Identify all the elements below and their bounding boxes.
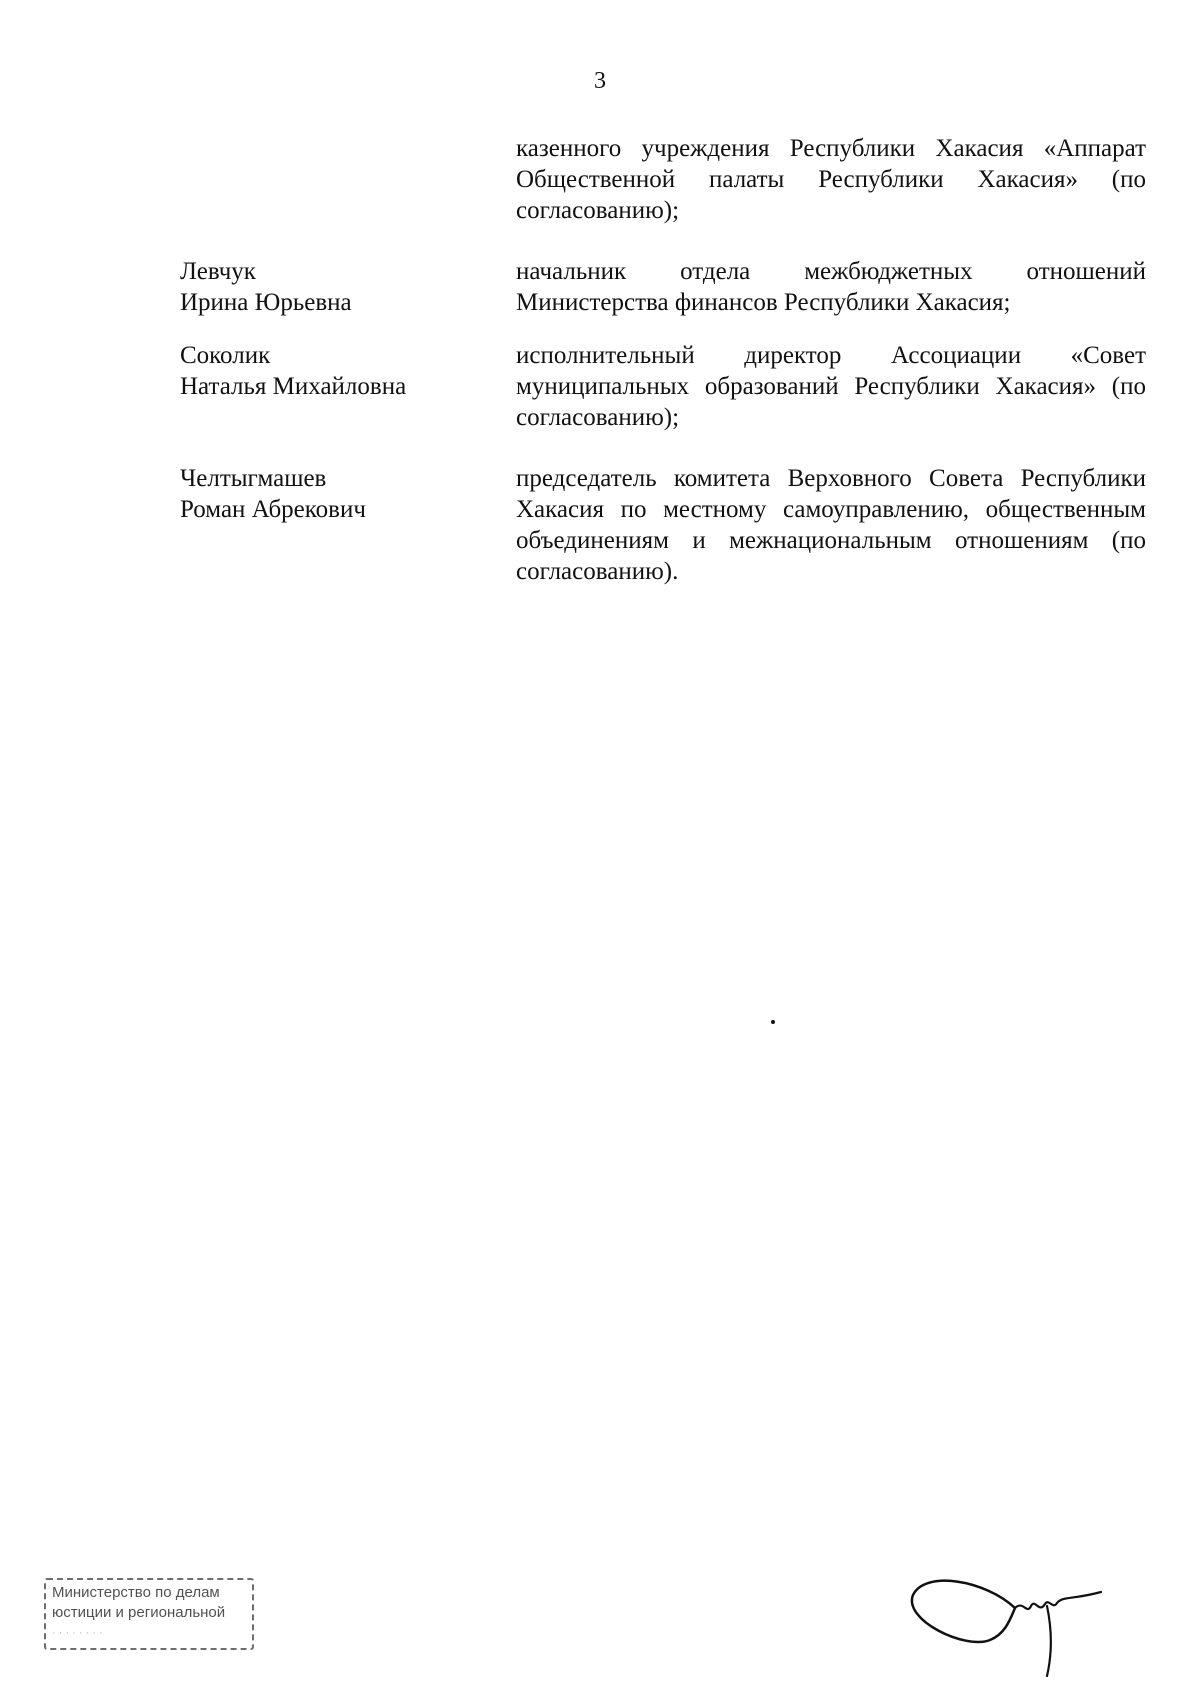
stamp-line-1: Министерство по делам bbox=[52, 1584, 220, 1601]
stamp-line-faint: · · · · · · · · bbox=[52, 1627, 103, 1639]
registration-stamp bbox=[44, 1578, 254, 1650]
stray-dot bbox=[771, 1020, 775, 1024]
member-name bbox=[180, 133, 516, 226]
member-list bbox=[180, 133, 1146, 587]
member-role: председатель комитета Верховного Совета Республики Хакасия по местному самоуправлению, общественным объединениям и межнациональным отношениям (по согласованию). bbox=[516, 465, 1146, 585]
member-role: исполнительный директор Ассоциации «Совет муниципальных образований Республики Хакасия» (по согласованию); bbox=[516, 342, 1146, 431]
member-given-names: Роман Абрекович bbox=[180, 496, 366, 523]
member-surname: Соколик bbox=[180, 342, 271, 369]
member-role: казенного учреждения Республики Хакасия «Аппарат Общественной палаты Республики Хакасия» (по согласованию); bbox=[516, 135, 1146, 224]
member-name bbox=[180, 256, 516, 318]
member-name bbox=[180, 463, 516, 587]
member-given-names: Наталья Михайловна bbox=[180, 373, 407, 400]
member-entry bbox=[180, 340, 1146, 433]
member-name bbox=[180, 340, 516, 433]
page-number: 3 bbox=[594, 68, 606, 94]
member-surname: Челтыгмашев bbox=[180, 465, 327, 492]
member-entry-continuation bbox=[180, 133, 1146, 226]
member-role: начальник отдела межбюджетных отношений Министерства финансов Республики Хакасия; bbox=[516, 258, 1146, 316]
member-entry bbox=[180, 256, 1146, 318]
stamp-line-2: юстиции и региональной bbox=[52, 1604, 226, 1621]
member-entry bbox=[180, 463, 1146, 587]
signature-icon bbox=[905, 1570, 1105, 1680]
member-given-names: Ирина Юрьевна bbox=[180, 289, 352, 316]
member-surname: Левчук bbox=[180, 258, 256, 285]
